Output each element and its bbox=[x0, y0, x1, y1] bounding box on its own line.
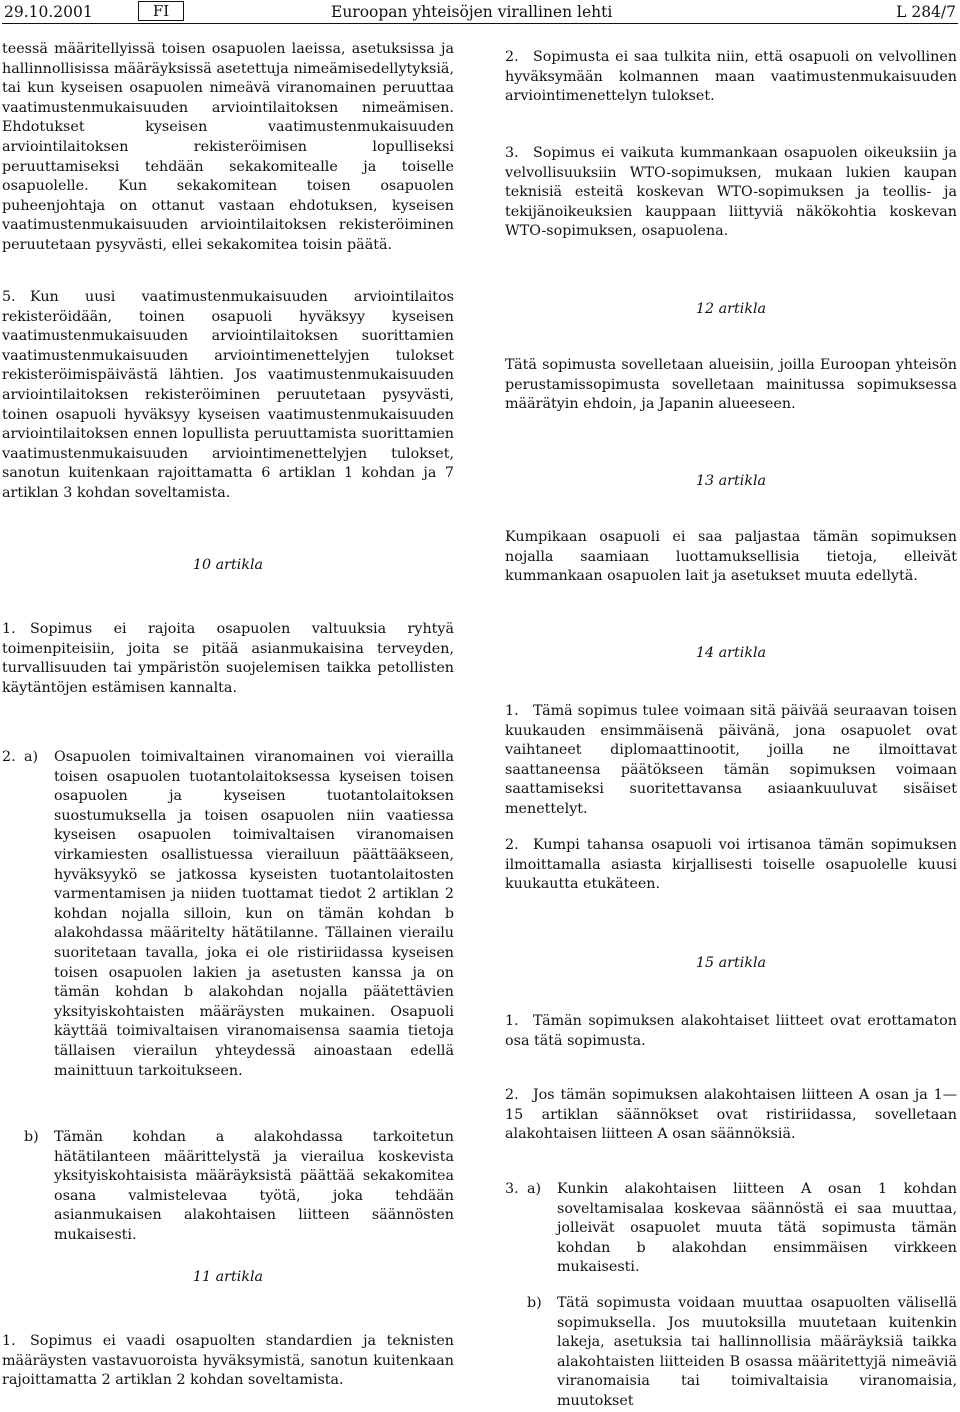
paragraph-body: Sopimus ei vaadi osapuolten standardien ja teknisten määräysten vastavuoroista hyväksymistä, sanotun kuitenkaan rajoittamatta 2 artiklan 2 kohdan soveltamista. bbox=[2, 1333, 454, 1389]
subitem-text: Osapuolen toimivaltainen viranomainen voi vierailla toisen osapuolen tuotantolaitoksessa kyseisen toisen osapuolen ja kyseisen tuotantolaitoksen suostumuksella ja toisen osapuolen niin vaatiessa kyseisen osapuolen toimivaltaisen viranomaisen virkamiesten osallistuessa vierailuun päättääkseen, hyväksyykö se jatkossa kyseisten tuotantolaitosten varmentamisen ja niiden tuottamat tiedot 2 artiklan 2 kohdan nojalla silloin, kun on tämän kohdan b alakohdassa määritelty hätätilanne. Tällainen vierailu suoritetaan tavalla, joka ei ole ristiriidassa kyseisen toisen osapuolen lakien ja asetusten kanssa ja on tämän kohdan b alakohdan nojalla päätettävien yksityiskohtaisten määräysten mukainen. Osapuoli käyttää toimivaltaisen viranomaisensa saamia tietoja tällaisen vierailun yhteydessä ainoastaan edellä mainittuun tarkoitukseen. bbox=[54, 749, 454, 1079]
paragraph-body: Kumpi tahansa osapuoli voi irtisanoa tämän sopimuksen ilmoittamalla asiasta kirjallisesti toiselle osapuolelle kuusi kuukautta etukäteen. bbox=[505, 837, 957, 893]
article-14-heading: 14 artikla bbox=[695, 645, 767, 661]
subitem-text: Tätä sopimusta voidaan muuttaa osapuolten välisellä sopimuksella. Jos muutoksilla muutetaan kuitenkin lakeja, asetuksia tai hallinnollisia määräyksiä taikka alakohtaisten liitteiden B osassa määritettyjä nimeäviä viranomaisia tai toimivaltaisia viranomaisia, muutokset bbox=[557, 1295, 957, 1409]
article-10-paragraph-1 bbox=[2, 620, 454, 698]
page-number: L 284/7 bbox=[896, 3, 956, 21]
paragraph-number: 1. bbox=[505, 1013, 519, 1029]
article-11-paragraph-2 bbox=[505, 48, 957, 107]
subitem bbox=[505, 1180, 957, 1278]
paragraph-text bbox=[505, 48, 957, 107]
paragraph-text bbox=[2, 620, 454, 698]
publication-date: 29.10.2001 bbox=[4, 3, 93, 21]
subitem-text: Kunkin alakohtaisen liitteen A osan 1 kohdan soveltamisalaa koskevaa säännöstä ei saa muuttaa, jolleivät osapuolet muuta tätä sopimusta tämän kohdan b alakohdan ensimmäisen virkkeen mukaisesti. bbox=[557, 1181, 957, 1276]
paragraph-text: teessä määritellyissä toisen osapuolen laeissa, asetuksissa ja hallinnollisissa määräyksissä asetettuja nimeämisedellytyksiä, tai kun kyseisen osapuolen nimeävä viranomainen peruuttaa vaatimustenmukaisuuden arviointilaitoksen nimeämisen. Ehdotukset kyseisen vaatimustenmukaisuuden arviointilaitoksen rekisteröimisen lopulliseksi peruuttamiseksi tehdään sekakomitealle ja toiselle osapuolelle. Kun sekakomitean toisen osapuolen puheenjohtaja on ottanut vastaan ehdotuksen, kyseisen vaatimustenmukaisuuden arviointilaitoksen rekisteröiminen peruutetaan pysyvästi, ellei sekakomitea toisin päätä. bbox=[2, 41, 454, 253]
paragraph-text bbox=[505, 144, 957, 242]
paragraph-body: Jos tämän sopimuksen alakohtaisen liitteen A osan ja 1—15 artiklan säännökset ovat ristiriidassa, sovelletaan alakohtaisen liitteen A osan säännöksiä. bbox=[505, 1087, 957, 1143]
article-15-paragraph-3a bbox=[505, 1180, 957, 1278]
article-15-paragraph-1 bbox=[505, 1012, 957, 1051]
subitem-label: a) bbox=[527, 1181, 542, 1197]
article-13-heading: 13 artikla bbox=[695, 473, 767, 489]
page-header bbox=[0, 0, 960, 22]
paragraph-continued bbox=[2, 40, 454, 256]
paragraph-number: 2. bbox=[505, 49, 519, 65]
paragraph-number: 2. bbox=[505, 837, 519, 853]
subitem-label: a) bbox=[24, 749, 39, 765]
article-10-paragraph-2b bbox=[2, 1128, 454, 1246]
paragraph-number: 1. bbox=[2, 621, 16, 637]
subitem bbox=[2, 748, 454, 1081]
subitem bbox=[505, 1294, 957, 1412]
article-11-paragraph-3 bbox=[505, 144, 957, 242]
subitem-label: b) bbox=[24, 1129, 39, 1145]
paragraph-text bbox=[505, 1086, 957, 1145]
paragraph-number: 1. bbox=[505, 703, 519, 719]
article-10-heading: 10 artikla bbox=[192, 557, 264, 573]
subitem bbox=[2, 1128, 454, 1246]
paragraph-number: 2. bbox=[2, 749, 16, 765]
paragraph-number: 3. bbox=[505, 145, 519, 161]
paragraph-body: Tämä sopimus tulee voimaan sitä päivää seuraavan toisen kuukauden ensimmäisenä päivänä, jona osapuolet ovat vaihtaneet diplomaattinootit, joilla ne ilmoittavat saattaneensa päätökseen tämän sopimuksen voimaan saattamiseksi suoritettavansa asiaankuuluvat sisäiset menettelyt. bbox=[505, 703, 957, 817]
subitem-label: b) bbox=[527, 1295, 542, 1311]
journal-title: Euroopan yhteisöjen virallinen lehti bbox=[331, 3, 613, 21]
paragraph-number: 2. bbox=[505, 1087, 519, 1103]
article-12-text bbox=[505, 356, 957, 415]
article-15-paragraph-3b bbox=[505, 1294, 957, 1412]
paragraph-text bbox=[2, 288, 454, 504]
subitem-text: Tämän kohdan a alakohdassa tarkoitetun hätätilanteen määrittelystä ja vierailua koskevista yksityiskohtaisista määräyksistä päättää sekakomitea osana valmistelevaa työtä, joka tehdään asianmukaisen alakohtaisen liitteen säännösten mukaisesti. bbox=[54, 1129, 454, 1243]
paragraph-body: Sopimusta ei saa tulkita niin, että osapuoli on velvollinen hyväksymään kolmannen maan vaatimustenmukaisuuden arviointimenettelyn tulokset. bbox=[505, 49, 957, 105]
header-rule bbox=[2, 23, 958, 24]
article-14-paragraph-2 bbox=[505, 836, 957, 895]
paragraph-text bbox=[505, 702, 957, 820]
paragraph-text bbox=[2, 1332, 454, 1391]
article-10-paragraph-2a bbox=[2, 748, 454, 1081]
article-11-heading: 11 artikla bbox=[192, 1269, 264, 1285]
paragraph-number: 3. bbox=[505, 1181, 519, 1197]
paragraph-number: 1. bbox=[2, 1333, 16, 1349]
paragraph-body: Sopimus ei vaikuta kummankaan osapuolen oikeuksiin ja velvollisuuksiin WTO-sopimuksen, mukaan lukien kaupan teknisiä esteitä koskevan WTO-sopimuksen ja teollis- ja tekijänoikeuksien kauppaan liittyviä näkökohtia koskevan WTO-sopimuksen, osapuolena. bbox=[505, 145, 957, 240]
paragraph-5 bbox=[2, 288, 454, 504]
article-15-paragraph-2 bbox=[505, 1086, 957, 1145]
paragraph-body: Kun uusi vaatimustenmukaisuuden arviointilaitos rekisteröidään, toinen osapuoli hyväksyy kyseisen vaatimustenmukaisuuden arviointilaitoksen suorittamien vaatimustenmukaisuuden arviointimenettelyjen tulokset rekisteröimispäivästä lähtien. Jos vaatimustenmukaisuuden arviointilaitoksen rekisteröiminen peruutetaan pysyvästi, toinen osapuoli hyväksyy kyseisen vaatimustenmukaisuuden arviointilaitoksen ennen lopullista peruuttamista suorittamien vaatimustenmukaisuuden arviointimenettelyjen tulokset, sanotun kuitenkaan rajoittamatta 6 artiklan 1 kohdan ja 7 artiklan 3 kohdan soveltamista. bbox=[2, 289, 454, 501]
article-12-heading: 12 artikla bbox=[695, 301, 767, 317]
paragraph-body: Sopimus ei rajoita osapuolen valtuuksia ryhtyä toimenpiteisiin, joita se pitää asianmukaisina terveyden, turvallisuuden tai ympäristön suojelemisen taikka petollisten käytäntöjen estämisen kannalta. bbox=[2, 621, 454, 696]
article-13-text bbox=[505, 528, 957, 587]
article-14-paragraph-1 bbox=[505, 702, 957, 820]
paragraph-text bbox=[505, 1012, 957, 1051]
article-11-paragraph-1 bbox=[2, 1332, 454, 1391]
paragraph-text: Kumpikaan osapuoli ei saa paljastaa tämän sopimuksen nojalla saamiaan luottamuksellisia tietoja, elleivät kummankaan osapuolen lait ja asetukset muuta edellytä. bbox=[505, 529, 957, 585]
article-15-heading: 15 artikla bbox=[695, 955, 767, 971]
language-badge: FI bbox=[138, 1, 184, 21]
paragraph-text: Tätä sopimusta sovelletaan alueisiin, joilla Euroopan yhteisön perustamissopimusta sovelletaan mainitussa sopimuksessa määrätyin ehdoin, ja Japanin alueeseen. bbox=[505, 357, 957, 413]
paragraph-text bbox=[505, 836, 957, 895]
paragraph-number: 5. bbox=[2, 289, 16, 305]
paragraph-body: Tämän sopimuksen alakohtaiset liitteet ovat erottamaton osa tätä sopimusta. bbox=[505, 1013, 957, 1049]
